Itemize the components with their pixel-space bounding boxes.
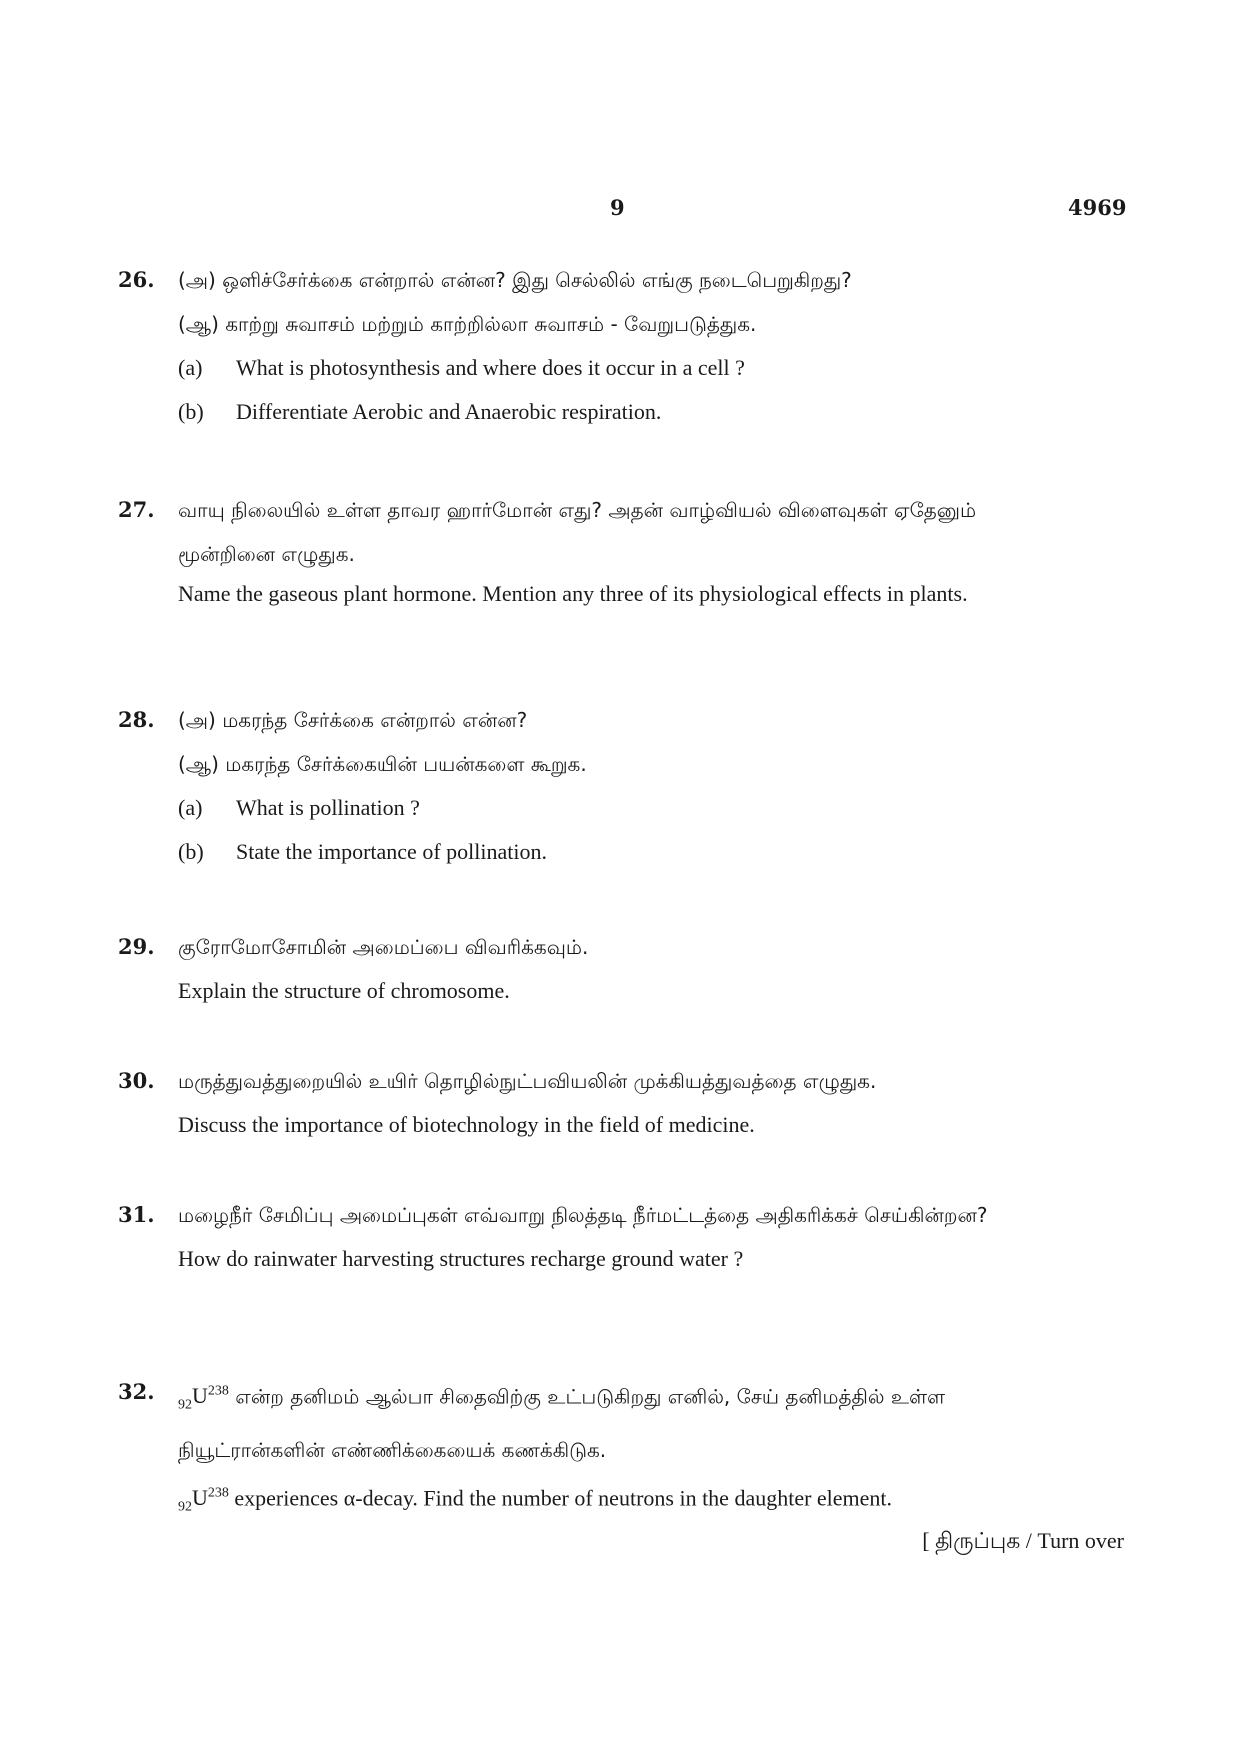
part-label: (b)	[178, 399, 204, 424]
tamil-part-b: (ஆ) காற்று சுவாசம் மற்றும் காற்றில்லா சுவாசம் - வேறுபடுத்துக.	[178, 312, 757, 336]
english-question: Name the gaseous plant hormone. Mention any three of its physiological effects in plants.	[178, 581, 968, 606]
english-part-a	[178, 786, 1078, 830]
tamil-part-a: (அ) ஒளிச்சேர்க்கை என்றால் என்ன? இது செல்லில் எங்கு நடைபெறுகிறது?	[178, 268, 852, 292]
tamil-question: மருத்துவத்துறையில் உயிர் தொழில்நுட்பவியலின் முக்கியத்துவத்தை எழுதுக.	[178, 1069, 877, 1093]
question-number: 28.	[118, 707, 155, 732]
isotope-notation	[178, 1485, 229, 1515]
english-question	[178, 1472, 1078, 1530]
page-number: 9	[610, 195, 625, 220]
part-text: State the importance of pollination.	[236, 839, 547, 864]
question-26	[118, 258, 1078, 434]
english-question-text: experiences α-decay. Find the number of neutrons in the daughter element.	[234, 1485, 893, 1511]
tamil-question: குரோமோசோமின் அமைப்பை விவரிக்கவும்.	[178, 935, 589, 959]
english-part-b	[178, 390, 1078, 434]
part-text: What is pollination ?	[236, 795, 420, 820]
part-label: (a)	[178, 795, 203, 820]
question-30	[118, 1059, 1078, 1147]
mass-number: 238	[207, 1485, 229, 1501]
question-29	[118, 925, 1078, 1013]
question-32	[118, 1370, 1078, 1529]
part-label: (a)	[178, 355, 203, 380]
part-label: (b)	[178, 839, 204, 864]
question-number: 31.	[118, 1202, 155, 1227]
tamil-question	[178, 1370, 1078, 1472]
question-number: 27.	[118, 497, 155, 522]
element-symbol: U	[192, 1485, 208, 1511]
tamil-part-a: (அ) மகரந்த சேர்க்கை என்றால் என்ன?	[178, 708, 528, 732]
question-number: 29.	[118, 934, 155, 959]
english-part-a	[178, 346, 1078, 390]
question-number: 32.	[118, 1379, 155, 1404]
english-part-b	[178, 830, 1078, 874]
question-27	[118, 488, 1078, 612]
mass-number: 238	[207, 1384, 229, 1399]
tamil-part-b: (ஆ) மகரந்த சேர்க்கையின் பயன்களை கூறுக.	[178, 752, 587, 776]
tamil-question: வாயு நிலையில் உள்ள தாவர ஹார்மோன் எது? அதன் வாழ்வியல் விளைவுகள் ஏதேனும் மூன்றினை எழுதுக.	[178, 498, 977, 566]
question-28	[118, 698, 1078, 874]
tamil-question-text: என்ற தனிமம் ஆல்பா சிதைவிற்கு உட்படுகிறது எனில், சேய் தனிமத்தில் உள்ள நியூட்ரான்களின் எண்ணிக்கையைக் கணக்கிடுக.	[178, 1384, 946, 1462]
turn-over-note: [ திருப்புக / Turn over	[922, 1528, 1124, 1553]
isotope-notation	[178, 1383, 229, 1413]
question-number: 30.	[118, 1068, 155, 1093]
part-text: What is photosynthesis and where does it occur in a cell ?	[236, 355, 745, 380]
part-text: Differentiate Aerobic and Anaerobic respiration.	[236, 399, 662, 424]
atomic-number: 92	[178, 1499, 192, 1515]
english-question: Explain the structure of chromosome.	[178, 978, 510, 1003]
english-question: Discuss the importance of biotechnology in the field of medicine.	[178, 1112, 755, 1137]
atomic-number: 92	[178, 1397, 192, 1413]
element-symbol: U	[192, 1383, 208, 1409]
question-number: 26.	[118, 267, 155, 292]
english-question: How do rainwater harvesting structures recharge ground water ?	[178, 1246, 744, 1271]
paper-code: 4969	[1068, 195, 1127, 220]
question-31	[118, 1193, 1078, 1281]
tamil-question: மழைநீர் சேமிப்பு அமைப்புகள் எவ்வாறு நிலத்தடி நீர்மட்டத்தை அதிகரிக்கச் செய்கின்றன?	[178, 1203, 988, 1227]
